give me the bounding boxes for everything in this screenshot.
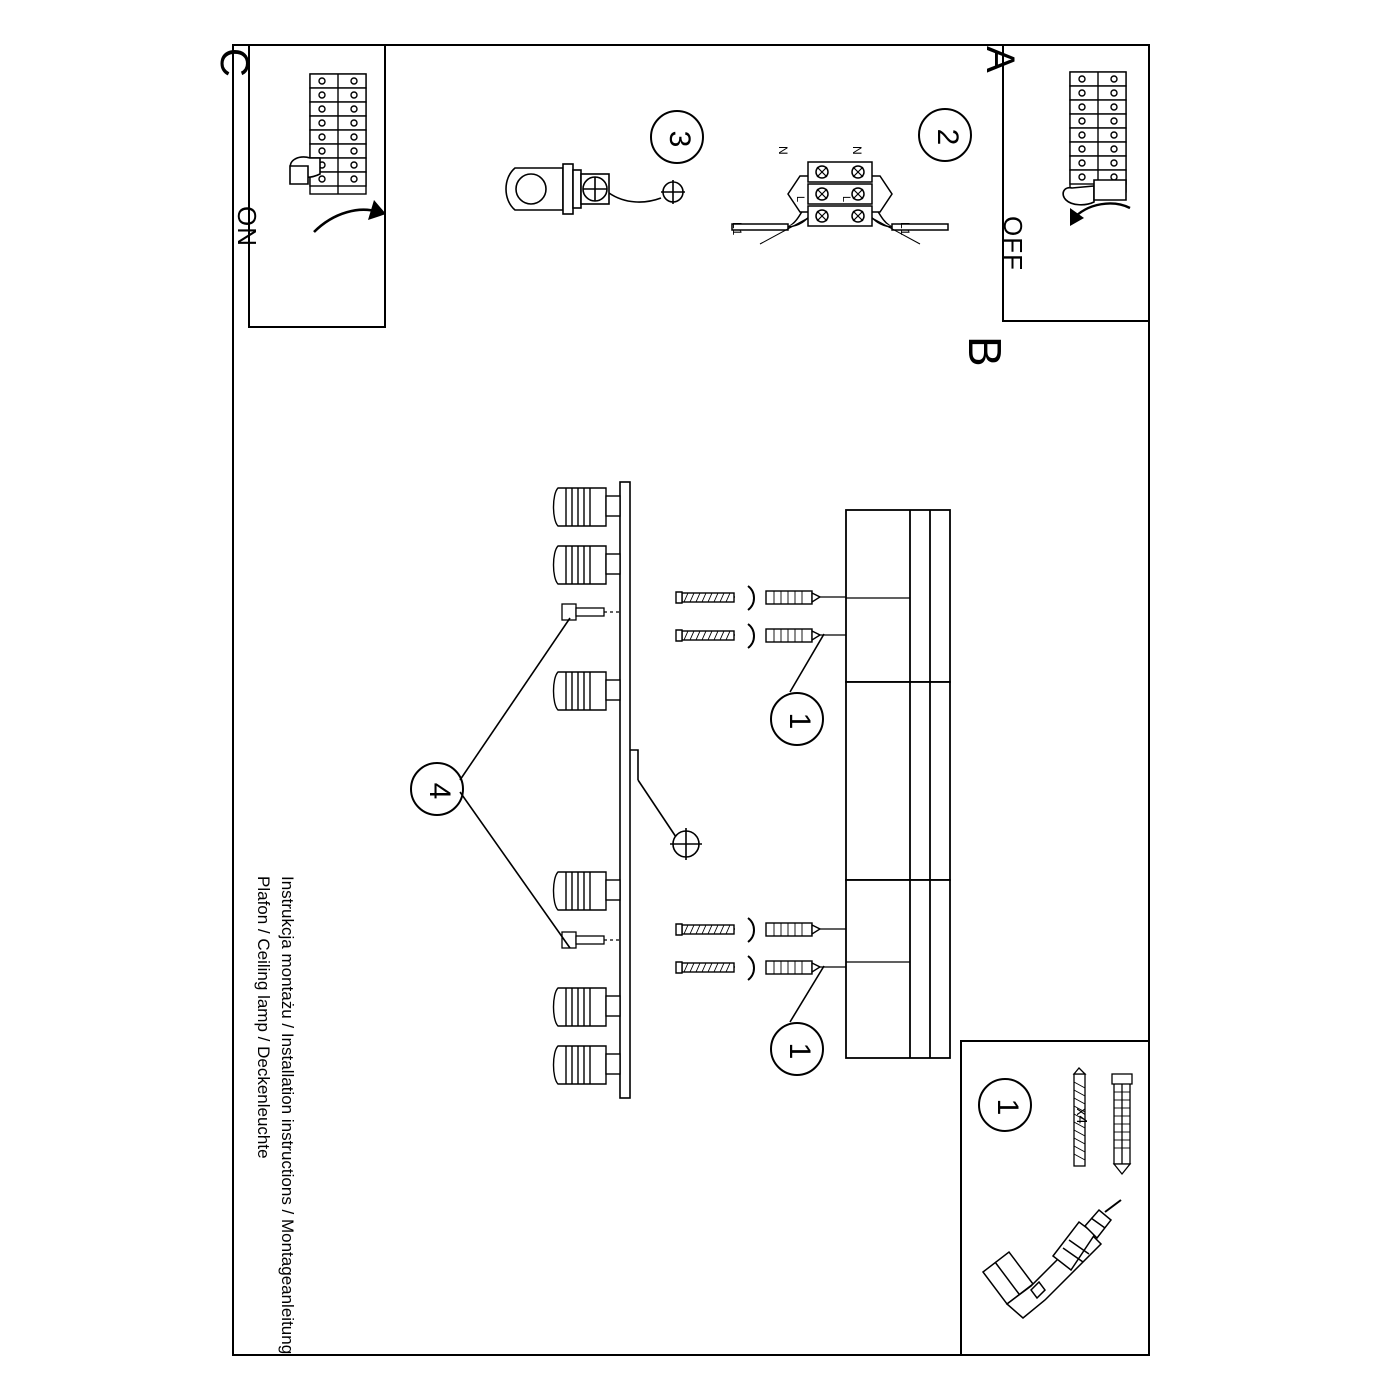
ground-symbol-icon bbox=[662, 820, 712, 870]
panel-c-switch-state: ON bbox=[232, 206, 262, 247]
terminal-label-l-left: L bbox=[794, 196, 806, 203]
step-1-lower-leader bbox=[780, 962, 840, 1032]
panel-a-letter: A bbox=[978, 46, 1022, 74]
terminal-block-c-icon bbox=[290, 62, 390, 212]
step-2-badge: 2 bbox=[918, 108, 972, 162]
panel-a-switch-state: OFF bbox=[998, 216, 1028, 271]
step-1-lower-badge: 1 bbox=[770, 1022, 824, 1076]
terminal-label-l1-left: L1 bbox=[730, 222, 744, 236]
panel-bottom-right-step-badge: 1 bbox=[978, 1078, 1032, 1132]
panel-b-letter: B bbox=[959, 336, 1011, 367]
terminal-block-a-icon bbox=[1060, 60, 1150, 210]
terminal-label-l-right: L bbox=[840, 196, 852, 203]
terminal-label-n-right: N bbox=[850, 146, 864, 155]
step-1-upper-leader bbox=[780, 630, 840, 700]
terminal-label-l1-right: L1 bbox=[898, 222, 912, 236]
panel-a-arrow-icon bbox=[1068, 196, 1138, 232]
quantity-label: x4 bbox=[1073, 1108, 1090, 1124]
wall-plug-icon bbox=[1104, 1068, 1144, 1178]
panel-c-arrow-icon bbox=[306, 198, 386, 242]
socket-tool-icon bbox=[505, 148, 705, 228]
terminal-label-n-left: N bbox=[776, 146, 790, 155]
step-3-badge: 3 bbox=[650, 110, 704, 164]
power-drill-icon bbox=[975, 1200, 1135, 1335]
step-4-leader-lines bbox=[420, 600, 600, 960]
mounting-plate-diagram bbox=[846, 510, 956, 1060]
title-line-1: Instrukcja montażu / Installation instructions / Montageanleitung bbox=[278, 876, 297, 1355]
step-4-badge: 4 bbox=[410, 762, 464, 816]
step-1-upper-badge: 1 bbox=[770, 692, 824, 746]
title-line-2: Plafon / Ceiling lamp / Deckenleuchte bbox=[254, 876, 273, 1159]
panel-c-letter: C bbox=[212, 48, 256, 78]
